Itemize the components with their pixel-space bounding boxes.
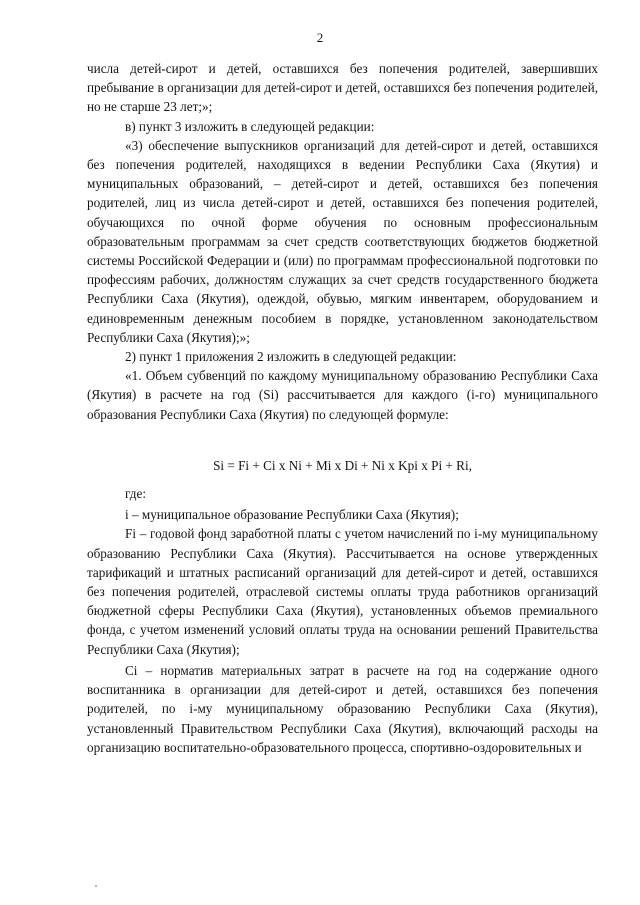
paragraph-subvention-intro: «1. Объем субвенций по каждому муниципальному образованию Республики Саха (Якутия) в расчете на год (Si) рассчитывается для каждого (i-го) муниципального образования Республики Саха (Якутия) по следующей формуле: xyxy=(87,368,598,422)
paragraph-item-2: 2) пункт 1 приложения 2 изложить в следующей редакции: xyxy=(125,349,457,365)
definition-i: i – муниципальное образование Республики Саха (Якутия); xyxy=(125,507,459,523)
paragraph-item-v: в) пункт 3 изложить в следующей редакции: xyxy=(125,118,375,134)
paragraph-continuation: числа детей-сирот и детей, оставшихся без попечения родителей, завершивших пребывание в организации для детей-сирот и детей, оставшихся без попечения родителей, но не старше 23 лет;»; xyxy=(87,61,598,115)
subvention-formula: Si = Fi + Ci x Ni + Mi x Di + Ni x Kpi x Pi + Ri, xyxy=(213,457,472,473)
page-number: 2 xyxy=(316,30,324,45)
scan-speck xyxy=(95,885,97,887)
paragraph-where: где: xyxy=(125,486,146,502)
definition-ci: Ci – норматив материальных затрат в расчете на год на содержание одного воспитанника в организации для детей-сирот и детей, оставшихся без попечения родителей, по i-му муниципальному образованию Республики Саха (Якутия), установленный Правительством Республики Саха (Якутия), включающий расходы на организацию воспитательно-образовательного процесса, спортивно-оздоровительных и xyxy=(87,662,598,755)
paragraph-item-3-text: «3) обеспечение выпускников организаций для детей-сирот и детей, оставшихся без попечения родителей, находящихся в ведении Республики Саха (Якутия) и муниципальных образований, – детей-сирот и детей, оставшихся без попечения родителей, лиц из числа детей-сирот и детей, оставшихся без попечения родителей, обучающихся по очной форме обучения по основным профессиональным образовательным программам за счет средств соответствующих бюджетов бюджетной системы Российской Федерации и (или) по программам профессиональной подготовки по профессиям рабочих, должностям служащих за счет средств государственного бюджета Республики Саха (Якутия), одеждой, обувью, мягким инвентарем, оборудованием и единовременным денежным пособием в порядке, установленном законодательством Республики Саха (Якутия);»; xyxy=(87,137,598,345)
definition-fi: Fi – годовой фонд заработной платы с учетом начислений по i-му муниципальному образованию Республики Саха (Якутия). Рассчитывается на основе утвержденных тарификаций и штатных расписаний организаций для детей-сирот и детей, оставшихся без попечения родителей, отраслевой системы оплаты труда работников организаций бюджетной сферы Республики Саха (Якутия), установленных объемов премиального фонда, с учетом изменений условий оплаты труда на основании решений Правительства Республики Саха (Якутия); xyxy=(87,526,598,657)
document-body xyxy=(87,59,598,757)
